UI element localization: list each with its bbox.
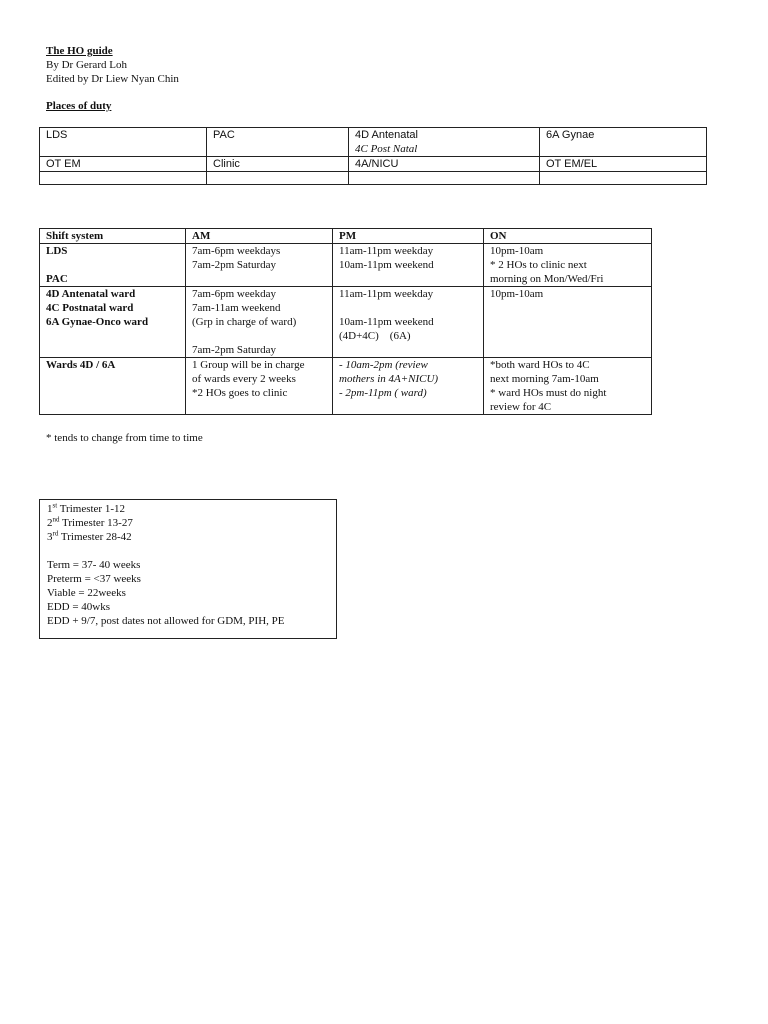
trimester-line: 2nd Trimester 13-27 <box>47 515 133 529</box>
table-cell: Clinic <box>207 157 349 172</box>
places-of-duty-table <box>39 127 707 185</box>
cell-line: 6A Gynae-Onco ward <box>46 316 149 328</box>
cell-line: morning on Mon/Wed/Fri <box>490 273 604 285</box>
preterm-definition: Preterm = <37 weeks <box>47 573 141 585</box>
document-title: The HO guide <box>46 45 113 57</box>
cell-line: 4D Antenatal ward <box>46 288 136 300</box>
cell-line: - 2pm-11pm ( ward) <box>339 387 427 399</box>
cell-line: of wards every 2 weeks <box>192 373 296 385</box>
table-cell <box>40 287 186 358</box>
table-cell <box>40 358 186 415</box>
table-cell: LDS <box>40 128 207 157</box>
cell-line: 7am-6pm weekday <box>192 288 276 300</box>
table-cell: PAC <box>207 128 349 157</box>
cell-line: 4C Post Natal <box>355 143 418 155</box>
table-cell <box>207 172 349 185</box>
table-cell <box>186 358 333 415</box>
column-header: ON <box>484 229 652 244</box>
cell-line: PAC <box>46 273 68 285</box>
trimester-line: 3rd Trimester 28-42 <box>47 529 132 543</box>
cell-line: 10pm-10am <box>490 245 544 257</box>
cell-line: review for 4C <box>490 401 552 413</box>
cell-line: 10pm-10am <box>490 288 544 300</box>
table-row <box>40 358 652 415</box>
cell-line: 4C Postnatal ward <box>46 302 134 314</box>
term-definition: Term = 37- 40 weeks <box>47 559 141 571</box>
cell-line: 11am-11pm weekday <box>339 245 434 257</box>
cell-line: (Grp in charge of ward) <box>192 316 297 328</box>
cell-line: 7am-11am weekend <box>192 302 281 314</box>
cell-line: 4D Antenatal <box>355 129 418 141</box>
cell-line: * ward HOs must do night <box>490 387 607 399</box>
table-cell <box>349 128 540 157</box>
cell-line: 7am-2pm Saturday <box>192 259 277 271</box>
table-cell <box>484 358 652 415</box>
table-cell <box>484 244 652 287</box>
column-header: AM <box>186 229 333 244</box>
document-header <box>46 44 346 86</box>
table-header-row <box>40 229 652 244</box>
cell-line: *both ward HOs to 4C <box>490 359 590 371</box>
cell-line: 7am-2pm Saturday <box>192 344 277 356</box>
table-row <box>40 128 707 157</box>
table-cell <box>186 244 333 287</box>
trimester-line: 1st Trimester 1-12 <box>47 501 126 515</box>
table-cell <box>540 172 707 185</box>
cell-line: *2 HOs goes to clinic <box>192 387 288 399</box>
trimester-info-box <box>39 499 337 639</box>
cell-line: * 2 HOs to clinic next <box>490 259 587 271</box>
shift-footnote: * tends to change from time to time <box>46 432 203 444</box>
cell-line: LDS <box>46 245 68 257</box>
cell-line: - 10am-2pm (review <box>339 359 428 371</box>
cell-line: mothers in 4A+NICU) <box>339 373 439 385</box>
cell-line: 10am-11pm weekend <box>339 259 434 271</box>
table-row <box>40 244 652 287</box>
author-line: By Dr Gerard Loh <box>46 59 127 71</box>
cell-line: next morning 7am-10am <box>490 373 599 385</box>
table-cell <box>186 287 333 358</box>
table-row <box>40 157 707 172</box>
cell-line: 11am-11pm weekday <box>339 288 434 300</box>
shift-system-table <box>39 228 652 415</box>
cell-line: Wards 4D / 6A <box>46 359 116 371</box>
column-header: PM <box>333 229 484 244</box>
cell-line: 10am-11pm weekend <box>339 316 434 328</box>
table-cell: OT EM <box>40 157 207 172</box>
table-cell: OT EM/EL <box>540 157 707 172</box>
table-cell <box>333 244 484 287</box>
cell-line: 1 Group will be in charge <box>192 359 305 371</box>
viable-definition: Viable = 22weeks <box>47 587 126 599</box>
edd-rule: EDD + 9/7, post dates not allowed for GDM, PIH, PE <box>47 615 285 627</box>
table-cell <box>333 358 484 415</box>
places-of-duty-heading: Places of duty <box>46 100 112 112</box>
table-cell: 6A Gynae <box>540 128 707 157</box>
editor-line: Edited by Dr Liew Nyan Chin <box>46 73 179 85</box>
cell-line: (4D+4C) (6A) <box>339 330 411 342</box>
table-cell <box>333 287 484 358</box>
table-cell <box>484 287 652 358</box>
table-row <box>40 172 707 185</box>
cell-line: 7am-6pm weekdays <box>192 245 281 257</box>
table-row <box>40 287 652 358</box>
table-cell <box>40 172 207 185</box>
column-header: Shift system <box>40 229 186 244</box>
table-cell: 4A/NICU <box>349 157 540 172</box>
edd-definition: EDD = 40wks <box>47 601 111 613</box>
table-cell <box>40 244 186 287</box>
table-cell <box>349 172 540 185</box>
